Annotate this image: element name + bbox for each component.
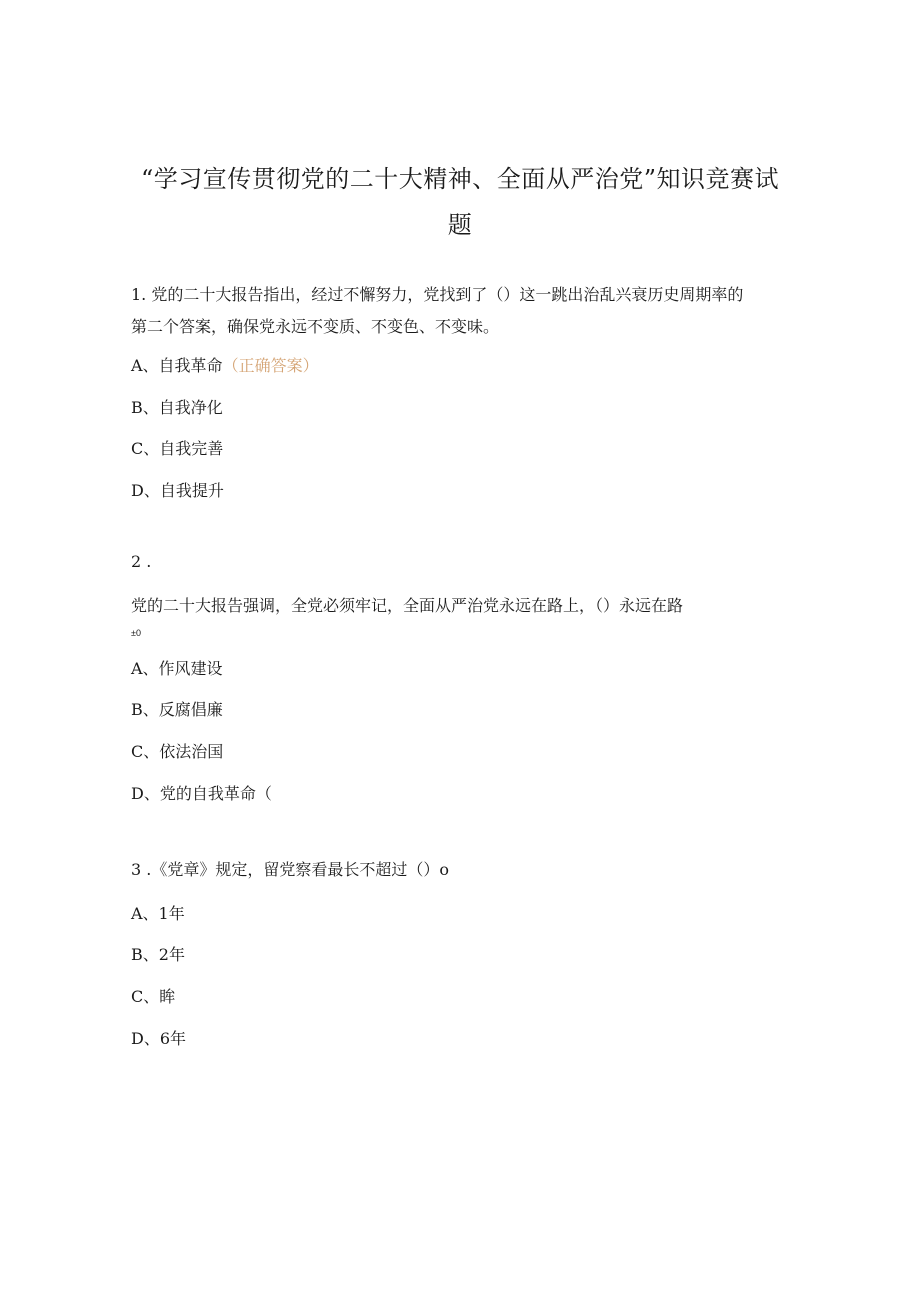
correct-answer-note: （正确答案） — [222, 356, 319, 375]
question-1-option-b: B、自我净化 — [131, 398, 223, 417]
document-title — [120, 156, 800, 248]
question-2-option-c: C、依法治国 — [131, 742, 224, 761]
option-text: A、自我革命 — [131, 356, 223, 375]
question-2-stem-line-2: ±0 — [131, 628, 141, 638]
question-1-option-a — [131, 353, 319, 376]
title-line-1: “学习宣传贯彻党的二十大精神、全面从严治党”知识竞赛试 — [140, 165, 780, 193]
question-3-option-b: B、2年 — [131, 945, 185, 964]
question-3-option-a: A、1年 — [131, 904, 185, 923]
question-2-option-a: A、作风建设 — [131, 659, 223, 678]
question-2-option-b: B、反腐倡廉 — [131, 700, 223, 719]
question-3-stem: 3 .《党章》规定，留党察看最长不超过（）o — [131, 860, 449, 879]
question-1-option-d: D、自我提升 — [131, 481, 224, 500]
question-2-number: 2 . — [131, 552, 152, 571]
question-3-option-c: C、眸 — [131, 987, 176, 1006]
question-3-option-d: D、6年 — [131, 1029, 187, 1048]
question-1-stem-line-2: 第二个答案，确保党永远不变质、不变色、不变味。 — [131, 317, 500, 336]
question-2-option-d: D、党的自我革命（ — [131, 784, 272, 803]
question-1-stem-line-1: 1. 党的二十大报告指出，经过不懈努力，党找到了（）这一跳出治乱兴衰历史周期率的 — [131, 285, 744, 304]
question-2-stem-line-1: 党的二十大报告强调，全党必须牢记，全面从严治党永远在路上，（）永远在路 — [131, 596, 684, 615]
question-1-option-c: C、自我完善 — [131, 439, 224, 458]
title-line-2: 题 — [447, 211, 473, 239]
